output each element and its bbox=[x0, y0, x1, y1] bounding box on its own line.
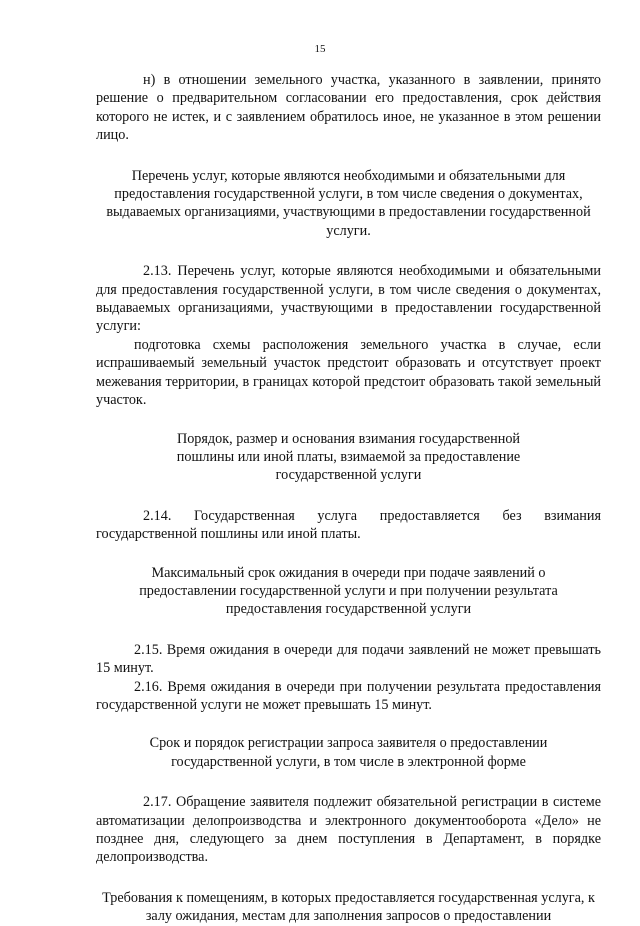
paragraph-2-13-item: подготовка схемы расположения земельного участка в случае, если испрашиваемый земельный участок предстоит образовать и отсутствует проект межевания территории, в границах которой предстоит образовать такой земельный участок. bbox=[96, 336, 601, 409]
section-heading-registration: Срок и порядок регистрации запроса заявителя о предоставлении государственной услуги, в том числе в электронной форме bbox=[149, 735, 548, 770]
paragraph-n: н) в отношении земельного участка, указанного в заявлении, принято решение о предварительном согласовании его предоставления, срок действия которого не истек, и с заявлением обратилось иное, не указанное в этом решении лицо. bbox=[96, 72, 601, 144]
document-body bbox=[96, 71, 601, 926]
paragraph-2-14: 2.14. Государственная услуга предоставляется без взимания государственной пошлины или иной платы. bbox=[96, 507, 601, 543]
paragraph-2-16: 2.16. Время ожидания в очереди при получении результата предоставления государственной услуги не может превышать 15 минут. bbox=[96, 678, 601, 713]
page-number: 15 bbox=[314, 43, 326, 55]
paragraph-2-13: 2.13. Перечень услуг, которые являются необходимыми и обязательными для предоставления государственной услуги, в том числе сведения о документах, выдаваемых организациями, участвующими в предоставлении государственной услуги: bbox=[96, 263, 601, 335]
section-heading-waiting-time: Максимальный срок ожидания в очереди при подаче заявлений о предоставлении государственной услуги и при получении результата предоставления государственной услуги bbox=[139, 564, 558, 618]
paragraph-2-17: 2.17. Обращение заявителя подлежит обязательной регистрации в системе автоматизации делопроизводства и электронного документооборота «Дело» не позднее дня, следующего за днем поступления в Департамент, в порядке делопроизводства. bbox=[96, 794, 601, 866]
section-heading-fee: Порядок, размер и основания взимания государственной пошлины или иной платы, взимаемой за предоставление государственной услуги bbox=[176, 430, 521, 484]
section-heading-services-list: Перечень услуг, которые являются необходимыми и обязательными для предоставления государственной услуги, в том числе сведения о документах, выдаваемых организациями, участвующими в предоставлении государственной услуги. bbox=[106, 167, 591, 239]
paragraph-2-15: 2.15. Время ожидания в очереди для подачи заявлений не может превышать 15 минут. bbox=[96, 641, 601, 677]
section-heading-premises: Требования к помещениям, в которых предоставляется государственная услуга, к залу ожидания, местам для заполнения запросов о предоставлении bbox=[102, 889, 595, 925]
